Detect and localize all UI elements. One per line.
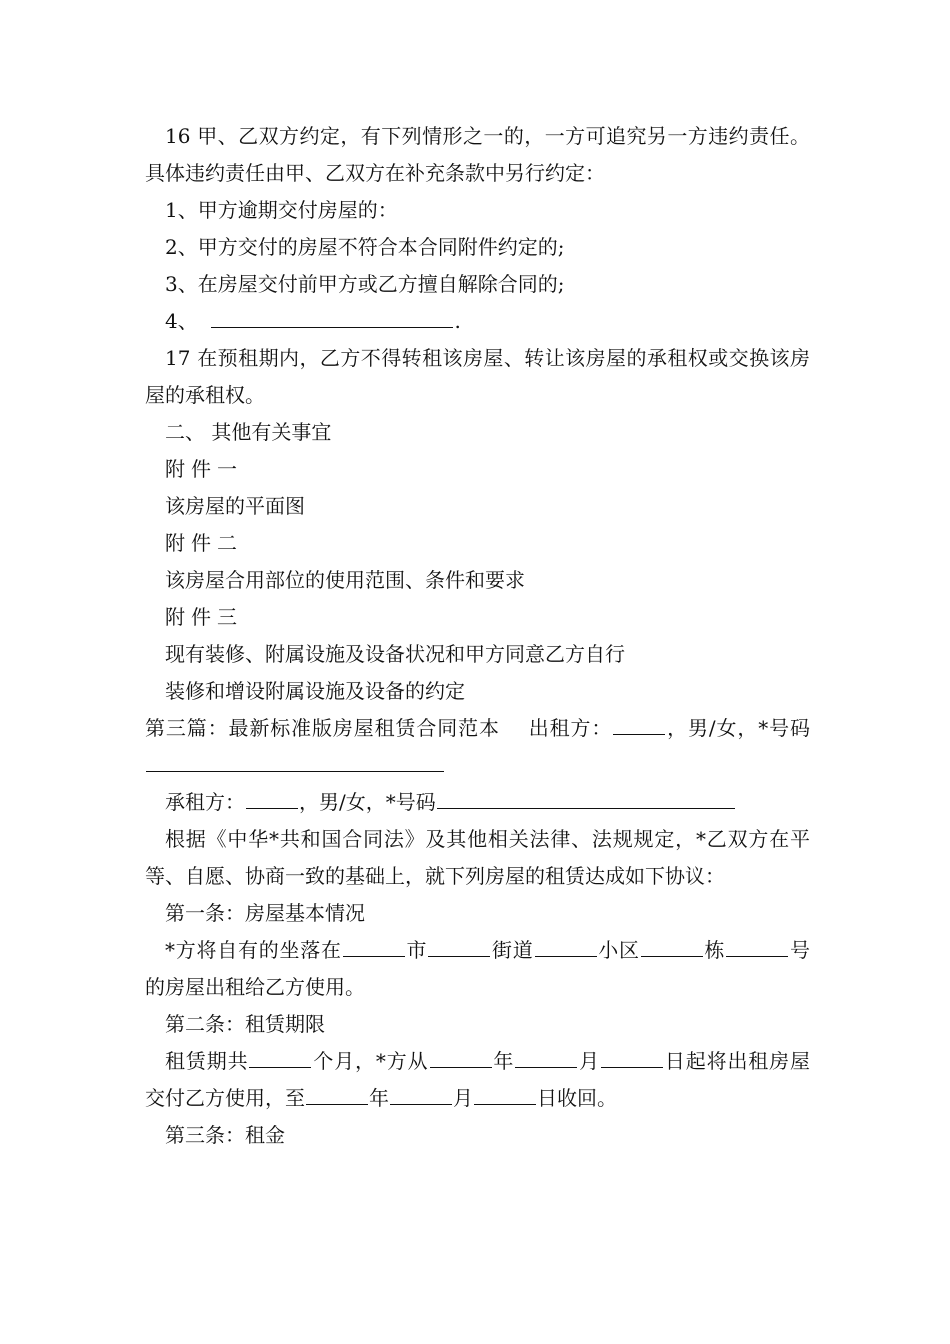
article-3-title	[145, 1117, 810, 1154]
attachment-1-title	[145, 451, 810, 488]
number-blank	[726, 932, 788, 957]
article-2-title	[145, 1006, 810, 1043]
clause-16-item-3	[145, 266, 810, 303]
from-day-blank	[601, 1043, 663, 1068]
document-body	[145, 118, 810, 1154]
preamble-text: 根据《中华*共和国合同法》及其他相关法律、法规规定，*乙双方在平等、自愿、协商一致的基础上，就下列房屋的租赁达成如下协议：	[145, 827, 810, 888]
lessee-line	[145, 784, 810, 821]
clause-16-item-4-prefix: 4、	[165, 309, 198, 333]
clause-16-text: 16 甲、乙双方约定，有下列情形之一的，一方可追究另一方违约责任。具体违约责任由甲、乙双方在补充条款中另行约定：	[145, 124, 810, 185]
article-2-text-a: 租赁期共	[165, 1049, 249, 1073]
clause-17-text: 17 在预租期内，乙方不得转租该房屋、转让该房屋的承租权或交换该房屋的承租权。	[145, 346, 810, 407]
clause-16-item-2	[145, 229, 810, 266]
article-2-to-year: 年	[369, 1086, 389, 1110]
section-2-title-text: 二、 其他有关事宜	[165, 420, 332, 444]
article-2-to-day: 日收回。	[537, 1086, 617, 1110]
attachment-2-title-text: 附件二	[165, 531, 243, 555]
article-1-tail: 号的房屋出租给乙方使用。	[145, 938, 810, 999]
article-1-street: 街道	[491, 938, 534, 962]
article-3-title-text: 第三条：租金	[165, 1123, 285, 1147]
blank-line	[211, 303, 453, 328]
article-2-from-month: 月	[578, 1049, 600, 1073]
city-blank	[343, 932, 405, 957]
lessor-name-blank	[613, 710, 665, 735]
clause-16-item-2-text: 2、甲方交付的房屋不符合本合同附件约定的;	[165, 235, 565, 259]
street-blank	[428, 932, 490, 957]
attachment-2-body	[145, 562, 810, 599]
article-1-title-text: 第一条：房屋基本情况	[165, 901, 365, 925]
attachment-2-title	[145, 525, 810, 562]
attachment-1-body-text: 该房屋的平面图	[165, 494, 305, 518]
lessor-gender: ，男/女，*	[666, 716, 769, 740]
attachment-1-body	[145, 488, 810, 525]
attachment-3-body-text-2: 装修和增设附属设施及设备的约定	[165, 679, 465, 703]
article-2-to-month: 月	[453, 1086, 473, 1110]
section-2-title	[145, 414, 810, 451]
lessor-id-blank	[146, 747, 444, 772]
lessee-id-blank	[437, 784, 735, 809]
to-day-blank	[474, 1080, 536, 1105]
from-month-blank	[515, 1043, 577, 1068]
to-year-blank	[306, 1080, 368, 1105]
article-1-city: 市	[405, 938, 428, 962]
attachment-1-title-text: 附件一	[165, 457, 243, 481]
to-month-blank	[390, 1080, 452, 1105]
clause-16-item-4	[145, 303, 810, 340]
attachment-3-body-line-2	[145, 673, 810, 710]
attachment-3-title	[145, 599, 810, 636]
district-blank	[535, 932, 597, 957]
clause-16-item-1	[145, 192, 810, 229]
article-1-district: 小区	[597, 938, 640, 962]
article-1-title	[145, 895, 810, 932]
lessee-gender-id: ，男/女，*号码	[299, 790, 436, 814]
article-2-from-day: 日起将出租房屋交付乙方使用，至	[145, 1049, 811, 1110]
lessor-id-label: 号码	[768, 716, 811, 740]
article-2-body	[145, 1043, 810, 1117]
building-blank	[641, 932, 703, 957]
attachment-3-body-text-1: 现有装修、附属设施及设备状况和甲方同意乙方自行	[165, 642, 625, 666]
lessee-name-blank	[246, 784, 298, 809]
clause-16-item-1-text: 1、甲方逾期交付房屋的：	[165, 198, 398, 222]
part-3-heading: 第三篇：最新标准版房屋租赁合同范本	[145, 716, 500, 740]
article-1-building: 栋	[703, 938, 726, 962]
clause-16-item-4-suffix: .	[454, 309, 461, 333]
article-2-from-year: 年	[492, 1049, 515, 1073]
preamble	[145, 821, 810, 895]
months-blank	[249, 1043, 311, 1068]
clause-16-item-3-text: 3、在房屋交付前甲方或乙方擅自解除合同的;	[165, 272, 565, 296]
attachment-3-body-line-1	[145, 636, 810, 673]
clause-16	[145, 118, 810, 192]
clause-17	[145, 340, 810, 414]
lessor-label: 出租方：	[528, 716, 613, 740]
article-2-months: 个月，*方从	[312, 1049, 429, 1073]
part-3-heading-line	[145, 710, 810, 784]
from-year-blank	[430, 1043, 492, 1068]
article-1-text-a: *方将自有的坐落在	[165, 938, 342, 962]
article-2-title-text: 第二条：租赁期限	[165, 1012, 325, 1036]
attachment-3-title-text: 附件三	[165, 605, 243, 629]
article-1-body	[145, 932, 810, 1006]
attachment-2-body-text: 该房屋合用部位的使用范围、条件和要求	[165, 568, 525, 592]
lessee-label: 承租方：	[165, 790, 245, 814]
